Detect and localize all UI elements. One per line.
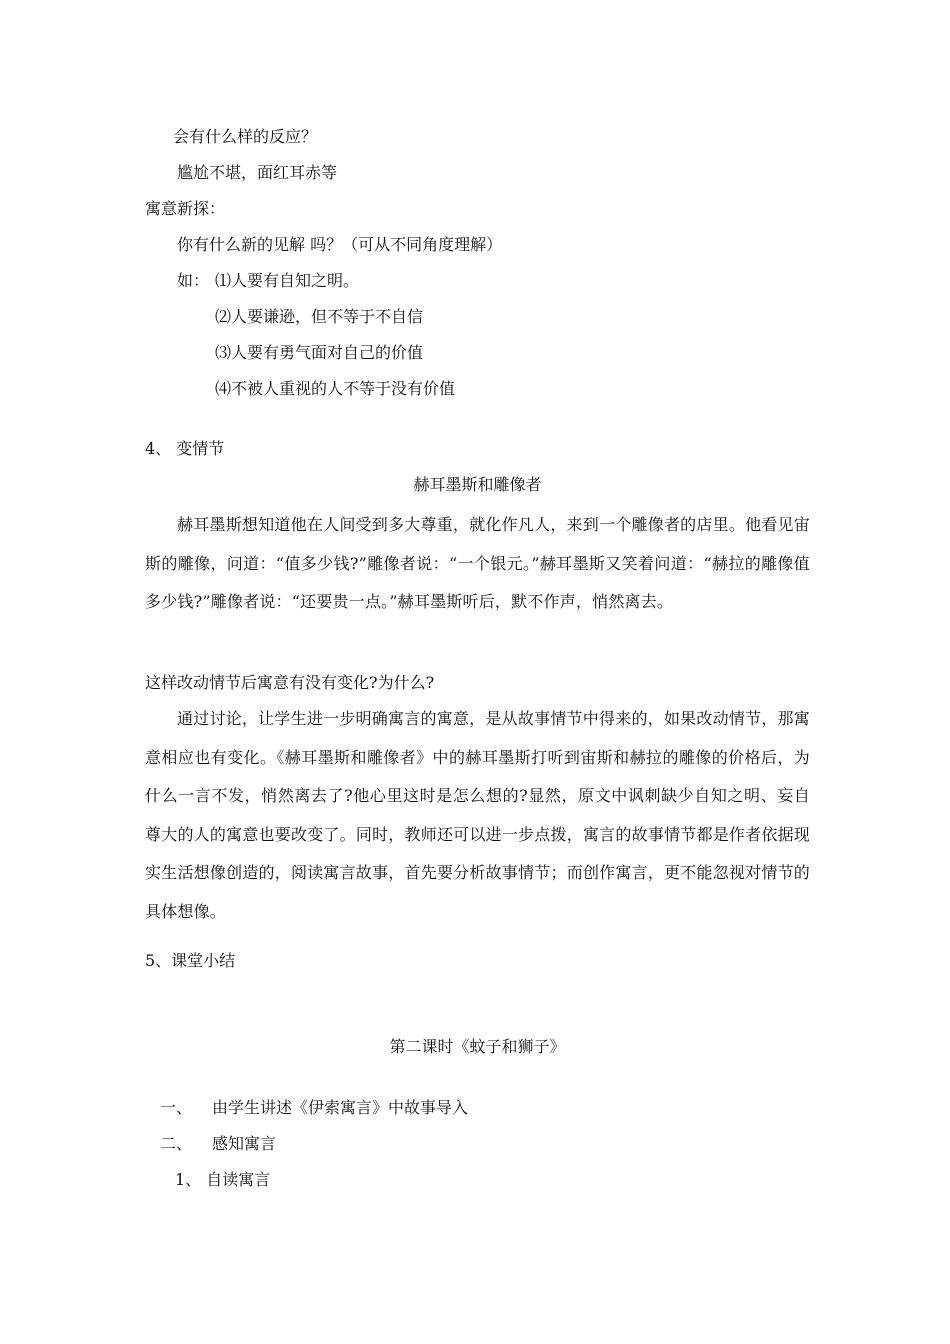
reaction-answer: 尴尬不堪，面红耳赤等 [177,163,338,182]
lesson2-item-text-1: 由学生讲述《伊索寓言》中故事导入 [212,1098,469,1117]
story-title: 赫耳墨斯和雕像者 [413,475,542,494]
meaning-item-1: ⑴人要有自知之明。 [215,271,360,290]
change-question: 这样改动情节后寓意有没有变化?为什么? [145,673,435,692]
section4-heading: 4、 变情节 [145,439,225,458]
lesson2-title: 第二课时《蚊子和狮子》 [389,1037,566,1056]
lesson2-item-text-2: 感知寓言 [212,1134,277,1153]
lesson2-item-num-1: 一、 [160,1098,193,1117]
meaning-item-3: ⑶人要有勇气面对自己的价值 [215,343,424,362]
story-paragraph: 赫耳墨斯想知道他在人间受到多大尊重，就化作凡人，来到一个雕像者的店里。他看见宙斯的雕像，问道：“值多少钱?”雕像者说：“一个银元。”赫耳墨斯又笑着问道：“赫拉的雕像值多少钱?”雕像者说：“还要贵一点。”赫耳墨斯听后，默不作声，悄然离去。 [145,515,810,611]
discussion-paragraph: 通过讨论，让学生进一步明确寓言的寓意，是从故事情节中得来的，如果改动情节，那寓意相应也有变化。《赫耳墨斯和雕像者》中的赫耳墨斯打听到宙斯和赫拉的雕像的价格后，为什么一言不发，悄然离去了?他心里这时是怎么想的?显然，原文中讽刺缺少自知之明、妄自尊大的人的寓意也要改变了。同时，教师还可以进一步点拨，寓言的故事情节都是作者依据现实生活想像创造的，阅读寓言故事，首先要分析故事情节；而创作寓言，更不能忽视对情节的具体想像。 [145,709,810,921]
new-meaning-prompt: 你有什么新的见解 吗？（可从不同角度理解） [177,235,503,254]
lesson2-sub-item: 1、 自读寓言 [175,1170,271,1189]
reaction-question: 会有什么样的反应？ [173,127,318,146]
section5-heading: 5、课堂小结 [145,951,236,970]
meaning-item-2: ⑵人要谦逊，但不等于不自信 [215,307,424,326]
examples-label: 如： [177,271,210,290]
lesson2-item-num-2: 二、 [160,1134,193,1153]
meaning-item-4: ⑷不被人重视的人不等于没有价值 [215,379,456,398]
new-meaning-heading: 寓意新探： [145,199,226,218]
